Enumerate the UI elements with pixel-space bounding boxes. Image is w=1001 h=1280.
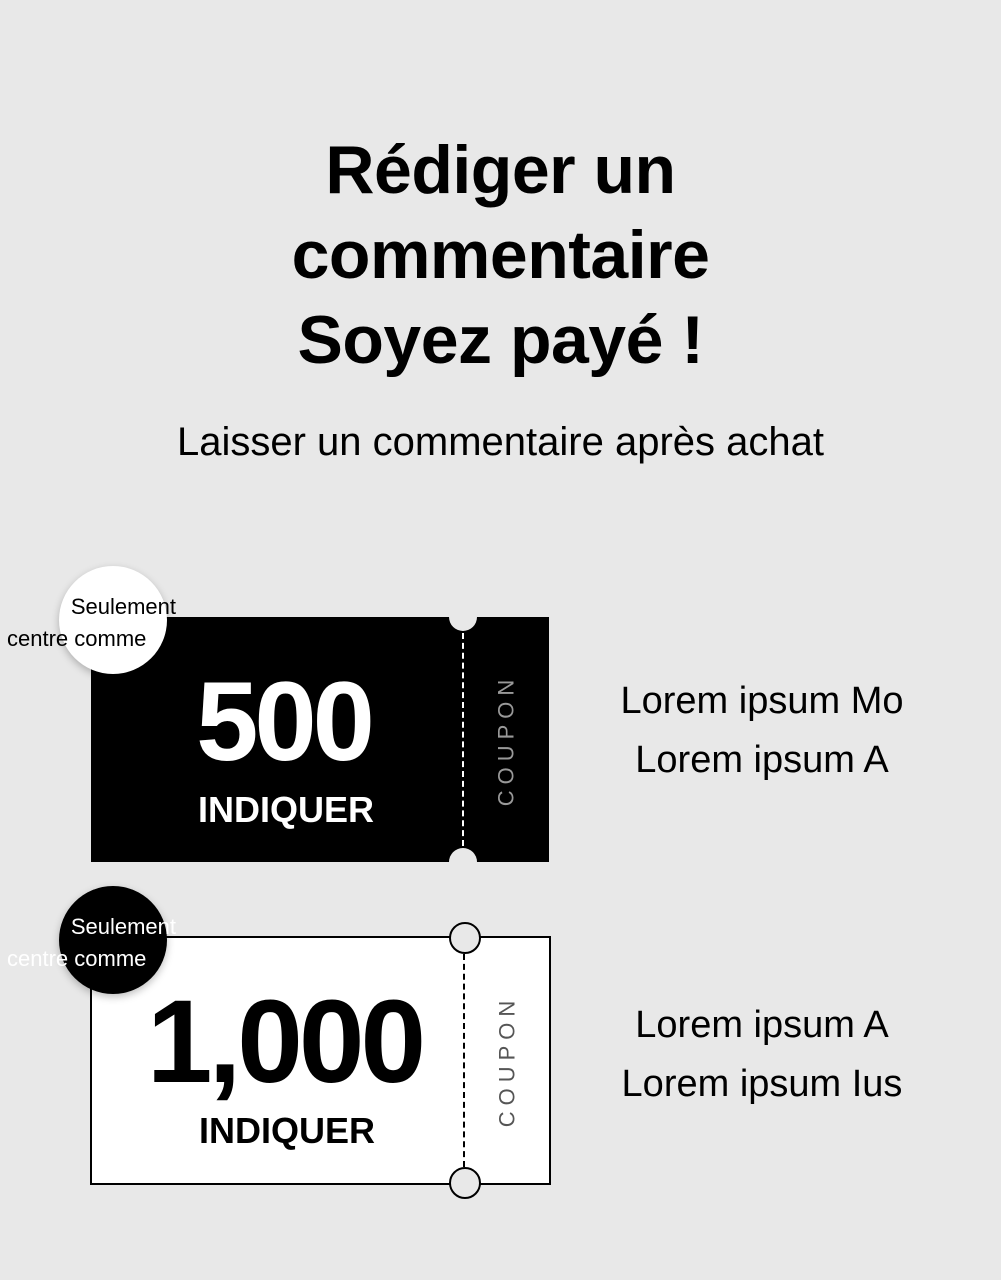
badge-line: Seulement bbox=[70, 594, 176, 619]
title-line: commentaire bbox=[291, 217, 710, 293]
coupon-stub bbox=[476, 617, 536, 862]
coupon-stub bbox=[477, 938, 537, 1183]
subtitle: Laisser un commentaire après achat bbox=[177, 420, 824, 464]
badge-text bbox=[0, 911, 176, 975]
badge-line: centre comme bbox=[7, 626, 147, 651]
coupon-action: INDIQUER bbox=[198, 1110, 375, 1151]
coupon-action: INDIQUER bbox=[197, 789, 374, 830]
title-line: Soyez payé ! bbox=[297, 302, 704, 378]
badge-text bbox=[0, 591, 176, 655]
coupon-description bbox=[560, 996, 964, 1114]
coupon-amount: 500 bbox=[196, 659, 371, 784]
badge-line: centre comme bbox=[7, 946, 147, 971]
notch bbox=[449, 603, 477, 631]
badge-line: Seulement bbox=[70, 914, 176, 939]
description-line: Lorem ipsum Ius bbox=[621, 1063, 903, 1105]
coupon-label: COUPON bbox=[493, 673, 518, 806]
description-line: Lorem ipsum Mo bbox=[620, 680, 904, 722]
notch bbox=[449, 848, 477, 876]
title-line: Rédiger un bbox=[325, 132, 676, 208]
coupon-label: COUPON bbox=[494, 994, 519, 1127]
coupon-amount: 1,000 bbox=[146, 976, 423, 1108]
description-line: Lorem ipsum A bbox=[635, 1004, 889, 1046]
description-line: Lorem ipsum A bbox=[635, 739, 889, 781]
coupon-description bbox=[560, 672, 964, 790]
page-title bbox=[0, 128, 1001, 383]
